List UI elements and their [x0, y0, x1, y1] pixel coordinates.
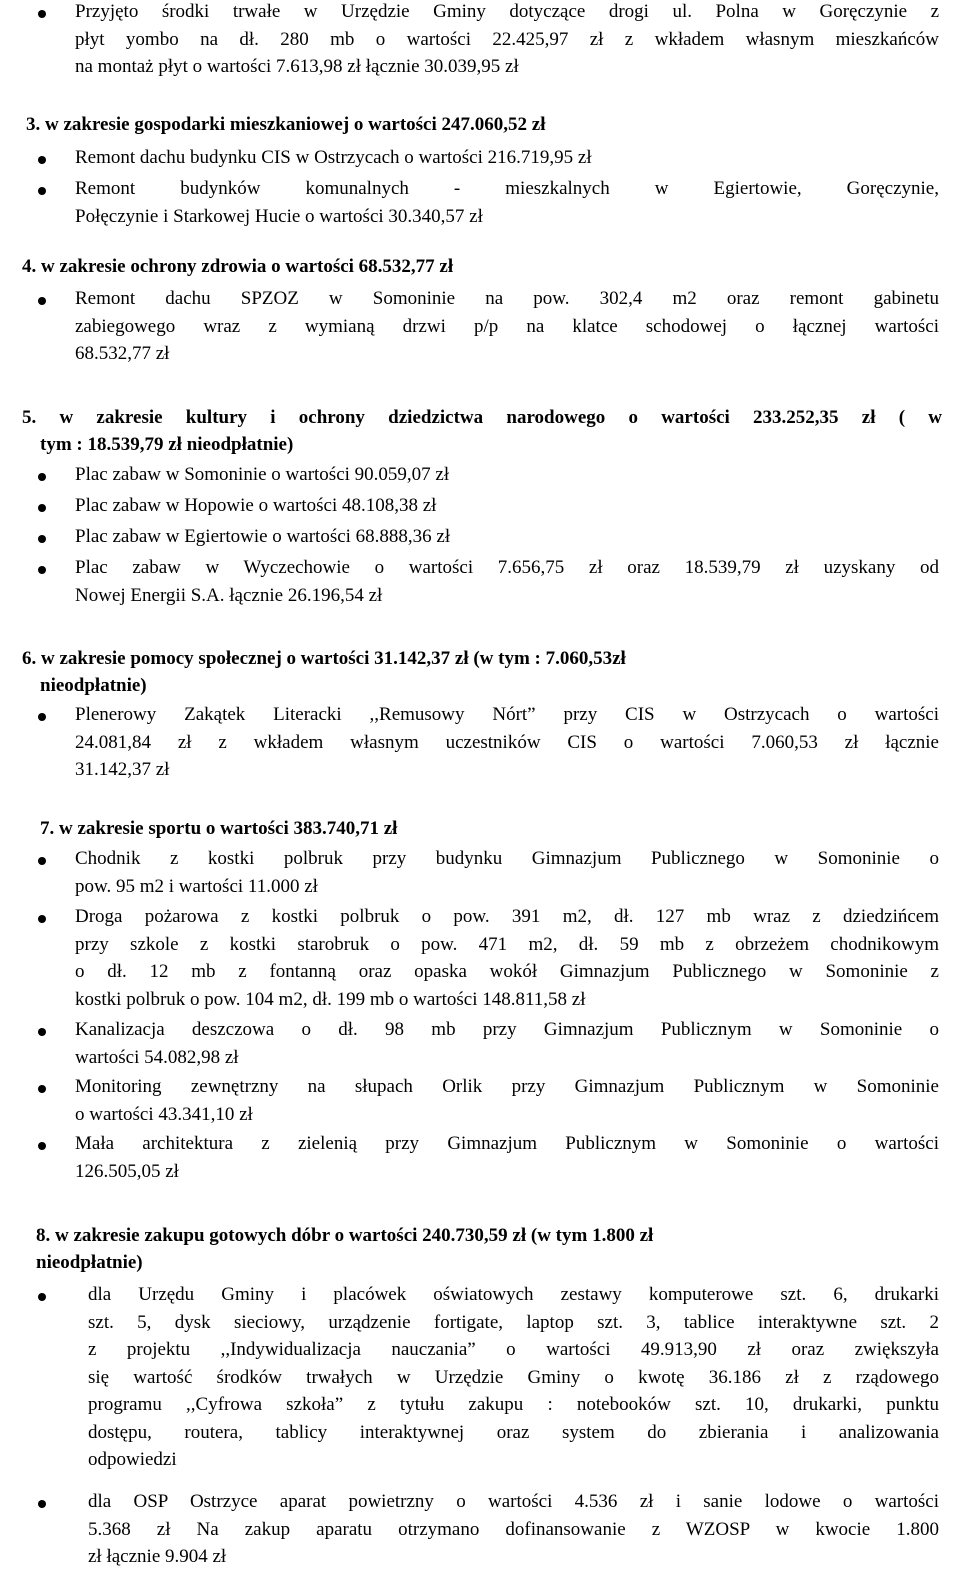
text-line: Połęczynie i Starkowej Hucie o wartości 30.340,57 zł — [75, 205, 483, 227]
section-8-heading — [36, 1222, 956, 1276]
heading-line: 5. w zakresie kultury i ochrony dziedzictwa narodowego o wartości 233.252,35 zł ( w — [22, 407, 942, 428]
text-line: o wartości 43.341,10 zł — [75, 1103, 253, 1125]
section-3-bullet-2 — [75, 175, 939, 230]
section-4-heading — [22, 253, 942, 280]
text-line: Remont budynków komunalnych - mieszkalnych w Egiertowie, Goręczynie, — [75, 178, 939, 199]
bullet-dot — [38, 1293, 46, 1301]
heading-line: nieodpłatnie) — [40, 675, 147, 696]
text-line: Remont dachu SPZOZ w Somoninie na pow. 302,4 m2 oraz remont gabinetu — [75, 288, 939, 309]
text-line: kostki polbruk o pow. 104 m2, dł. 199 mb o wartości 148.811,58 zł — [75, 988, 586, 1010]
text-line: się wartość środków trwałych w Urzędzie Gminy o kwotę 36.186 zł z rządowego — [88, 1366, 939, 1388]
text-line: 5.368 zł Na zakup aparatu otrzymano dofinansowanie z WZOSP w kwocie 1.800 — [88, 1518, 939, 1540]
bullet-dot — [38, 473, 46, 481]
text-line: pow. 95 m2 i wartości 11.000 zł — [75, 875, 318, 897]
heading-line: 7. w zakresie sportu o wartości 383.740,71 zł — [40, 818, 398, 839]
text-line: Nowej Energii S.A. łącznie 26.196,54 zł — [75, 584, 383, 606]
intro-bullet — [75, 0, 939, 81]
section-6-heading — [22, 645, 942, 699]
heading-line: 6. w zakresie pomocy społecznej o wartości 31.142,37 zł (w tym : 7.060,53zł — [22, 648, 626, 669]
text-line: Plac zabaw w Hopowie o wartości 48.108,38 zł — [75, 495, 437, 516]
bullet-dot — [38, 915, 46, 923]
section-7-bullet-3 — [75, 1016, 939, 1071]
heading-line: 4. w zakresie ochrony zdrowia o wartości 68.532,77 zł — [22, 256, 454, 277]
heading-line: 3. w zakresie gospodarki mieszkaniowej o wartości 247.060,52 zł — [26, 114, 546, 135]
text-line: Przyjęto środki trwałe w Urzędzie Gminy dotyczące drogi ul. Polna w Goręczynie z — [75, 1, 939, 22]
text-line: Kanalizacja deszczowa o dł. 98 mb przy Gimnazjum Publicznym w Somoninie o — [75, 1019, 939, 1040]
text-line: zł łącznie 9.904 zł — [88, 1546, 227, 1567]
bullet-dot — [38, 1085, 46, 1093]
bullet-dot — [38, 504, 46, 512]
text-line: Plenerowy Zakątek Literacki ,,Remusowy Nórt” przy CIS w Ostrzycach o wartości — [75, 704, 939, 725]
text-line: dla Urzędu Gminy i placówek oświatowych zestawy komputerowe szt. 6, drukarki — [88, 1284, 939, 1305]
heading-line: tym : 18.539,79 zł nieodpłatnie) — [40, 434, 294, 455]
section-7-bullet-1 — [75, 845, 939, 900]
text-line: zabiegowego wraz z wymianą drzwi p/p na klatce schodowej o łącznej wartości — [75, 315, 939, 337]
text-line: wartości 54.082,98 zł — [75, 1046, 239, 1068]
section-7-heading — [40, 815, 960, 842]
bullet-dot — [38, 857, 46, 865]
text-line: o dł. 12 mb z fontanną oraz opaska wokół Gimnazjum Publicznego w Somoninie z — [75, 961, 939, 982]
bullet-dot — [38, 1500, 46, 1508]
text-line: odpowiedzi — [88, 1449, 177, 1470]
section-3-heading — [26, 111, 946, 138]
bullet-dot — [38, 187, 46, 195]
bullet-dot — [38, 10, 46, 18]
text-line: dla OSP Ostrzyce aparat powietrzny o wartości 4.536 zł i sanie lodowe o wartości — [88, 1491, 939, 1512]
text-line: Monitoring zewnętrzny na słupach Orlik przy Gimnazjum Publicznym w Somoninie — [75, 1076, 939, 1097]
text-line: dostępu, routera, tablicy interaktywnej oraz system do zbierania i analizowania — [88, 1421, 939, 1443]
text-line: z projektu ,,Indywidualizacja nauczania” o wartości 49.913,90 zł oraz zwiększyła — [88, 1339, 939, 1360]
section-6-bullet-1 — [75, 701, 939, 784]
text-line: na montaż płyt o wartości 7.613,98 zł łącznie 30.039,95 zł — [75, 56, 519, 77]
section-5-bullet-1 — [75, 461, 939, 489]
bullet-dot — [38, 297, 46, 305]
text-line: 24.081,84 zł z wkładem własnym uczestników CIS o wartości 7.060,53 zł łącznie — [75, 731, 939, 753]
text-line: Plac zabaw w Somoninie o wartości 90.059,07 zł — [75, 464, 450, 485]
text-line: Plac zabaw w Wyczechowie o wartości 7.656,75 zł oraz 18.539,79 zł uzyskany od — [75, 557, 939, 578]
section-5-bullet-3 — [75, 523, 939, 551]
text-line: Droga pożarowa z kostki polbruk o pow. 391 m2, dł. 127 mb wraz z dziedzińcem — [75, 906, 939, 927]
section-7-bullet-4 — [75, 1073, 939, 1128]
bullet-dot — [38, 713, 46, 721]
text-line: programu ,,Cyfrowa szkoła” z tytułu zakupu : notebooków szt. 10, drukarki, punktu — [88, 1394, 939, 1415]
text-line: przy szkole z kostki starobruk o pow. 471 m2, dł. 59 mb z obrzeżem chodnikowym — [75, 933, 939, 955]
section-7-bullet-5 — [75, 1130, 939, 1185]
section-7-bullet-2 — [75, 903, 939, 1013]
bullet-dot — [38, 566, 46, 574]
section-5-heading — [22, 404, 942, 458]
bullet-dot — [38, 156, 46, 164]
bullet-dot — [38, 535, 46, 543]
text-line: Chodnik z kostki polbruk przy budynku Gimnazjum Publicznego w Somoninie o — [75, 848, 939, 869]
text-line: 126.505,05 zł — [75, 1160, 179, 1182]
section-8-bullet-1 — [88, 1281, 939, 1474]
heading-line: 8. w zakresie zakupu gotowych dóbr o wartości 240.730,59 zł (w tym 1.800 zł — [36, 1225, 654, 1246]
section-5-bullet-2 — [75, 492, 939, 520]
text-line: 31.142,37 zł — [75, 759, 170, 780]
heading-line: nieodpłatnie) — [36, 1252, 143, 1273]
section-8-bullet-2 — [88, 1488, 939, 1571]
text-line: Remont dachu budynku CIS w Ostrzycach o wartości 216.719,95 zł — [75, 147, 592, 168]
section-5-bullet-4 — [75, 554, 939, 609]
text-line: szt. 5, dysk sieciowy, urządzenie fortigate, laptop szt. 3, tablice interaktywne szt. 2 — [88, 1311, 939, 1333]
bullet-dot — [38, 1028, 46, 1036]
section-4-bullet-1 — [75, 285, 939, 368]
section-3-bullet-1 — [75, 144, 939, 172]
bullet-dot — [38, 1142, 46, 1150]
text-line: Mała architektura z zielenią przy Gimnazjum Publicznym w Somoninie o wartości — [75, 1133, 939, 1154]
text-line: 68.532,77 zł — [75, 343, 170, 364]
text-line: płyt yombo na dł. 280 mb o wartości 22.425,97 zł z wkładem własnym mieszkańców — [75, 28, 939, 50]
text-line: Plac zabaw w Egiertowie o wartości 68.888,36 zł — [75, 526, 451, 547]
